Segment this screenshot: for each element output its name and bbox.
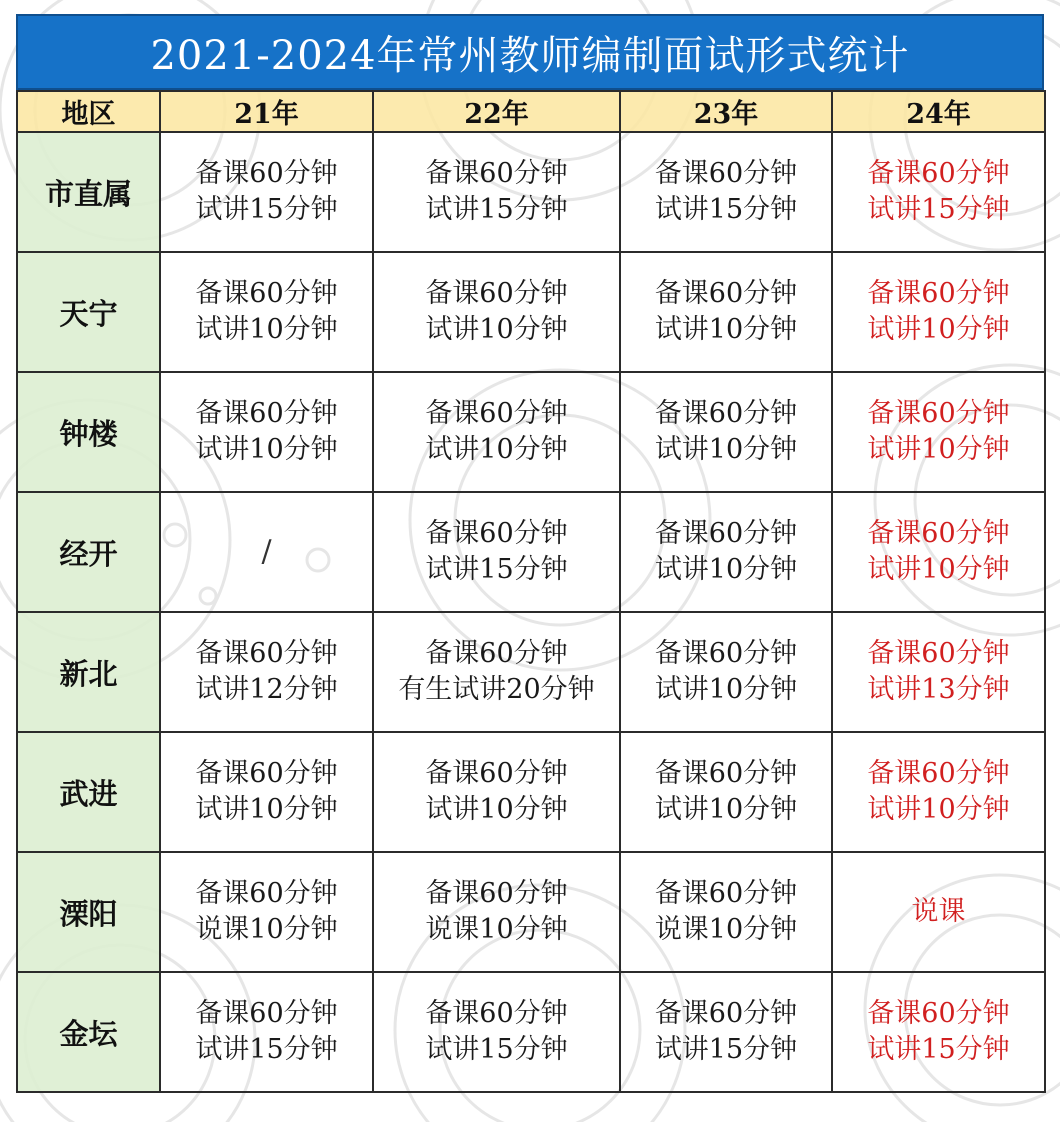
format-cell — [373, 612, 620, 732]
format-line: 试讲15分钟 — [425, 194, 568, 225]
format-line: 备课60分钟 — [654, 398, 798, 429]
format-cell — [620, 132, 832, 252]
format-line: 备课60分钟 — [425, 758, 568, 789]
format-line: 试讲15分钟 — [195, 194, 338, 225]
format-line: 备课60分钟 — [867, 158, 1010, 189]
not-applicable-mark: / — [261, 534, 272, 569]
format-cell — [832, 132, 1045, 252]
stats-sheet — [16, 14, 1044, 1093]
format-line: 备课60分钟 — [867, 998, 1010, 1029]
format-line: 试讲15分钟 — [195, 1034, 338, 1065]
format-cell — [160, 492, 373, 612]
format-cell — [620, 732, 832, 852]
format-line: 备课60分钟 — [425, 878, 568, 909]
format-cell — [373, 252, 620, 372]
region-cell: 天宁 — [17, 252, 160, 372]
format-cell — [160, 372, 373, 492]
format-line: 有生试讲20分钟 — [398, 674, 595, 705]
format-line: 备课60分钟 — [654, 158, 798, 189]
format-line: 试讲15分钟 — [867, 194, 1010, 225]
format-cell — [160, 612, 373, 732]
format-line: 试讲10分钟 — [425, 794, 568, 825]
format-cell — [373, 852, 620, 972]
region-cell: 新北 — [17, 612, 160, 732]
format-line: 备课60分钟 — [425, 398, 568, 429]
header-year: 23年 — [620, 91, 832, 132]
format-line: 试讲15分钟 — [654, 194, 798, 225]
format-cell — [373, 132, 620, 252]
format-line: 试讲15分钟 — [425, 554, 568, 585]
format-line: 试讲10分钟 — [867, 794, 1010, 825]
format-cell — [373, 372, 620, 492]
format-line: 试讲10分钟 — [195, 314, 338, 345]
format-line: 试讲10分钟 — [654, 554, 798, 585]
region-cell: 经开 — [17, 492, 160, 612]
format-line: 备课60分钟 — [195, 158, 338, 189]
format-line: 说课10分钟 — [654, 914, 798, 945]
format-cell — [620, 972, 832, 1092]
region-cell: 市直属 — [17, 132, 160, 252]
format-line: 试讲10分钟 — [425, 314, 568, 345]
format-line: 备课60分钟 — [654, 518, 798, 549]
format-line: 备课60分钟 — [654, 638, 798, 669]
header-region: 地区 — [17, 91, 160, 132]
format-line: 备课60分钟 — [654, 878, 798, 909]
format-line: 试讲12分钟 — [195, 674, 338, 705]
format-line: 备课60分钟 — [425, 998, 568, 1029]
format-cell — [832, 492, 1045, 612]
region-cell: 金坛 — [17, 972, 160, 1092]
format-line: 试讲10分钟 — [867, 554, 1010, 585]
format-line: 备课60分钟 — [654, 278, 798, 309]
header-year: 22年 — [373, 91, 620, 132]
format-line: 说课10分钟 — [425, 914, 568, 945]
format-line: 备课60分钟 — [425, 518, 568, 549]
format-line: 备课60分钟 — [195, 278, 338, 309]
table-row — [17, 972, 1045, 1092]
format-line: 备课60分钟 — [867, 758, 1010, 789]
format-cell — [832, 252, 1045, 372]
format-line: 备课60分钟 — [195, 998, 338, 1029]
format-line: 试讲10分钟 — [195, 434, 338, 465]
format-cell — [620, 492, 832, 612]
format-line: 备课60分钟 — [867, 518, 1010, 549]
format-cell — [373, 492, 620, 612]
format-cell — [832, 612, 1045, 732]
table-row — [17, 612, 1045, 732]
format-cell — [832, 852, 1045, 972]
format-line: 试讲10分钟 — [425, 434, 568, 465]
format-cell — [160, 972, 373, 1092]
format-line: 试讲13分钟 — [867, 674, 1010, 705]
region-cell: 钟楼 — [17, 372, 160, 492]
format-line: 备课60分钟 — [195, 638, 338, 669]
region-cell: 武进 — [17, 732, 160, 852]
table-row — [17, 852, 1045, 972]
format-line: 试讲15分钟 — [425, 1034, 568, 1065]
format-line: 试讲10分钟 — [867, 434, 1010, 465]
format-line: 说课 — [911, 896, 966, 927]
format-cell — [160, 252, 373, 372]
format-line: 备课60分钟 — [425, 158, 568, 189]
table-row — [17, 492, 1045, 612]
format-cell — [160, 132, 373, 252]
format-cell — [160, 732, 373, 852]
format-line: 备课60分钟 — [867, 278, 1010, 309]
region-cell: 溧阳 — [17, 852, 160, 972]
format-line: 试讲10分钟 — [654, 794, 798, 825]
format-line: 备课60分钟 — [867, 398, 1010, 429]
format-cell — [620, 612, 832, 732]
format-line: 备课60分钟 — [654, 758, 798, 789]
format-line: 试讲10分钟 — [654, 314, 798, 345]
table-header-row — [17, 91, 1045, 132]
format-line: 备课60分钟 — [425, 278, 568, 309]
format-line: 备课60分钟 — [195, 878, 338, 909]
format-cell — [620, 252, 832, 372]
format-cell — [620, 372, 832, 492]
format-line: 试讲10分钟 — [867, 314, 1010, 345]
format-cell — [620, 852, 832, 972]
format-line: 备课60分钟 — [195, 758, 338, 789]
header-year: 24年 — [832, 91, 1045, 132]
table-row — [17, 732, 1045, 852]
format-line: 试讲15分钟 — [654, 1034, 798, 1065]
format-line: 备课60分钟 — [867, 638, 1010, 669]
header-year: 21年 — [160, 91, 373, 132]
format-cell — [373, 972, 620, 1092]
format-line: 备课60分钟 — [654, 998, 798, 1029]
format-line: 试讲15分钟 — [867, 1034, 1010, 1065]
format-cell — [832, 732, 1045, 852]
format-line: 试讲10分钟 — [195, 794, 338, 825]
page-title: 2021-2024年常州教师编制面试形式统计 — [16, 14, 1044, 90]
format-cell — [373, 732, 620, 852]
table-row — [17, 132, 1045, 252]
format-cell — [160, 852, 373, 972]
format-cell — [832, 372, 1045, 492]
interview-format-table — [16, 90, 1046, 1093]
format-line: 备课60分钟 — [195, 398, 338, 429]
format-line: 说课10分钟 — [195, 914, 338, 945]
format-line: 试讲10分钟 — [654, 434, 798, 465]
format-line: 备课60分钟 — [425, 638, 568, 669]
format-cell — [832, 972, 1045, 1092]
format-line: 试讲10分钟 — [654, 674, 798, 705]
table-row — [17, 252, 1045, 372]
table-row — [17, 372, 1045, 492]
